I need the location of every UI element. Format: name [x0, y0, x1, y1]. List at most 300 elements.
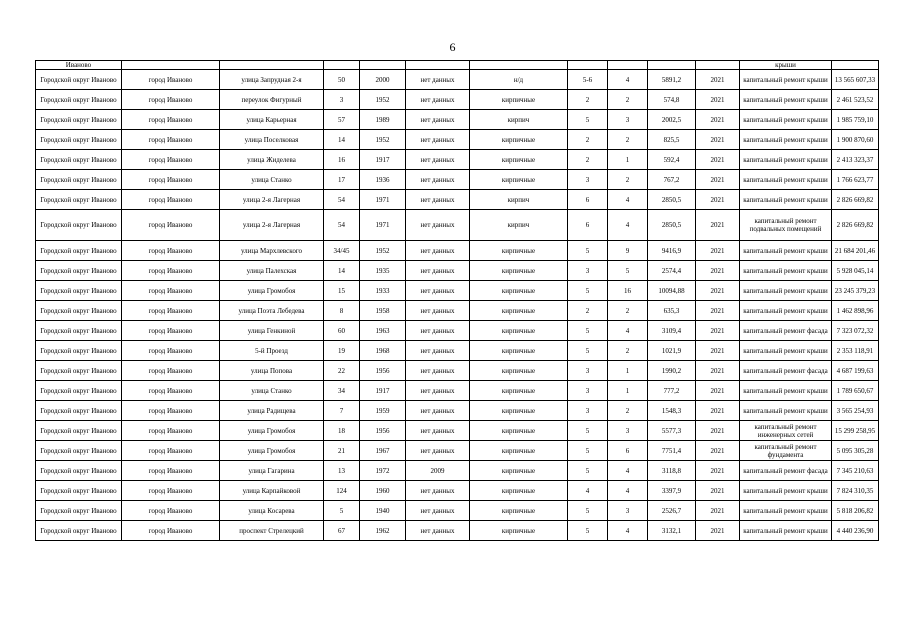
cell-plan-year: 2021	[696, 321, 740, 341]
cell-year-renovated: нет данных	[406, 261, 470, 281]
cell-empty	[832, 61, 879, 70]
cell-cost: 1 985 759,10	[832, 110, 879, 130]
table-row	[36, 70, 879, 90]
cell-area: 1021,9	[648, 341, 696, 361]
cell-work-type: капитальный ремонт инженерных сетей	[740, 421, 832, 441]
cell-street: улица Поэта Лебедева	[220, 301, 324, 321]
cell-cost: 2 826 669,82	[832, 210, 879, 241]
cell-entrances: 4	[608, 321, 648, 341]
cell-entrances: 4	[608, 190, 648, 210]
cell-work-type: капитальный ремонт крыши	[740, 90, 832, 110]
cell-empty	[122, 61, 220, 70]
cell-house-number: 21	[324, 441, 360, 461]
cell-entrances: 3	[608, 501, 648, 521]
cell-district: Городской округ Иваново	[36, 130, 122, 150]
cell-entrances: 4	[608, 521, 648, 541]
cell-floors: 5	[568, 421, 608, 441]
cell-cost: 1 900 870,60	[832, 130, 879, 150]
cell-district: Городской округ Иваново	[36, 190, 122, 210]
cell-house-number: 5	[324, 501, 360, 521]
table-row	[36, 210, 879, 241]
cell-entrances: 1	[608, 150, 648, 170]
cell-year-built: 1940	[360, 501, 406, 521]
table-row	[36, 261, 879, 281]
cell-work-type: капитальный ремонт фасада	[740, 361, 832, 381]
cell-year-built: 1989	[360, 110, 406, 130]
cell-house-number: 16	[324, 150, 360, 170]
cell-locality: город Иваново	[122, 301, 220, 321]
cell-work-type: капитальный ремонт крыши	[740, 301, 832, 321]
cell-area: 592,4	[648, 150, 696, 170]
cell-year-renovated: нет данных	[406, 90, 470, 110]
cell-house-number: 60	[324, 321, 360, 341]
cell-locality: город Иваново	[122, 70, 220, 90]
cell-house-number: 3	[324, 90, 360, 110]
cell-entrances: 5	[608, 261, 648, 281]
cell-area: 574,8	[648, 90, 696, 110]
cell-work-type: капитальный ремонт крыши	[740, 150, 832, 170]
cell-street: улица Станко	[220, 381, 324, 401]
table-row	[36, 110, 879, 130]
cell-floors: 5	[568, 281, 608, 301]
cell-empty	[470, 61, 568, 70]
cell-plan-year: 2021	[696, 190, 740, 210]
cell-district: Городской округ Иваново	[36, 481, 122, 501]
cell-entrances: 2	[608, 130, 648, 150]
cell-year-renovated: нет данных	[406, 521, 470, 541]
cell-house-number: 19	[324, 341, 360, 361]
cell-floors: 5	[568, 521, 608, 541]
cell-street: улица Запрудная 2-я	[220, 70, 324, 90]
cell-work-type: капитальный ремонт крыши	[740, 130, 832, 150]
cell-floors: 3	[568, 381, 608, 401]
cell-cost: 1 462 898,96	[832, 301, 879, 321]
cell-plan-year: 2021	[696, 481, 740, 501]
housing-repair-table	[35, 60, 879, 541]
cell-work-type: капитальный ремонт крыши	[740, 241, 832, 261]
cell-house-number: 17	[324, 170, 360, 190]
cell-empty	[608, 61, 648, 70]
cell-cost: 4 687 199,63	[832, 361, 879, 381]
cell-district: Городской округ Иваново	[36, 70, 122, 90]
cell-cost: 21 684 201,46	[832, 241, 879, 261]
cell-street: улица 2-я Лагерная	[220, 190, 324, 210]
cell-year-renovated: нет данных	[406, 321, 470, 341]
cell-plan-year: 2021	[696, 170, 740, 190]
cell-house-number: 14	[324, 130, 360, 150]
cell-locality: город Иваново	[122, 481, 220, 501]
cell-house-number: 13	[324, 461, 360, 481]
cell-wall-material: кирпичные	[470, 501, 568, 521]
cell-house-number: 14	[324, 261, 360, 281]
cell-year-renovated: нет данных	[406, 210, 470, 241]
page-number: 6	[449, 40, 456, 54]
cell-district: Городской округ Иваново	[36, 461, 122, 481]
cell-entrances: 2	[608, 341, 648, 361]
cell-wall-material: кирпичные	[470, 341, 568, 361]
cell-area: 2574,4	[648, 261, 696, 281]
cell-year-built: 1968	[360, 341, 406, 361]
cell-year-renovated: нет данных	[406, 130, 470, 150]
cell-house-number: 8	[324, 301, 360, 321]
cell-district: Иваново	[36, 61, 122, 70]
table-row	[36, 90, 879, 110]
cell-cost: 5 818 206,82	[832, 501, 879, 521]
cell-district: Городской округ Иваново	[36, 170, 122, 190]
cell-cost: 1 789 650,67	[832, 381, 879, 401]
cell-year-renovated: нет данных	[406, 70, 470, 90]
cell-cost: 7 824 310,35	[832, 481, 879, 501]
cell-cost: 15 299 258,95	[832, 421, 879, 441]
cell-year-renovated: нет данных	[406, 361, 470, 381]
cell-wall-material: кирпичные	[470, 441, 568, 461]
cell-plan-year: 2021	[696, 150, 740, 170]
cell-floors: 2	[568, 130, 608, 150]
cell-year-renovated: нет данных	[406, 441, 470, 461]
cell-house-number: 67	[324, 521, 360, 541]
cell-street: улица Радищева	[220, 401, 324, 421]
cell-wall-material: кирпичные	[470, 241, 568, 261]
cell-year-built: 1960	[360, 481, 406, 501]
cell-year-renovated: нет данных	[406, 401, 470, 421]
cell-plan-year: 2021	[696, 210, 740, 241]
cell-plan-year: 2021	[696, 521, 740, 541]
cell-entrances: 2	[608, 170, 648, 190]
cell-locality: город Иваново	[122, 501, 220, 521]
cell-street: улица Станко	[220, 170, 324, 190]
cell-year-built: 1936	[360, 170, 406, 190]
cell-street: улица Гагарина	[220, 461, 324, 481]
cell-cost: 4 440 236,90	[832, 521, 879, 541]
cell-district: Городской округ Иваново	[36, 110, 122, 130]
table-row	[36, 150, 879, 170]
table-row-continued	[36, 61, 879, 70]
cell-floors: 5	[568, 341, 608, 361]
cell-wall-material: кирпичные	[470, 261, 568, 281]
cell-cost: 2 461 523,52	[832, 90, 879, 110]
cell-floors: 5	[568, 461, 608, 481]
cell-district: Городской округ Иваново	[36, 381, 122, 401]
cell-cost: 2 353 118,91	[832, 341, 879, 361]
cell-floors: 5	[568, 241, 608, 261]
cell-empty	[568, 61, 608, 70]
cell-floors: 4	[568, 481, 608, 501]
cell-district: Городской округ Иваново	[36, 361, 122, 381]
cell-year-renovated: нет данных	[406, 421, 470, 441]
cell-cost: 7 323 072,32	[832, 321, 879, 341]
cell-cost: 5 928 045,14	[832, 261, 879, 281]
cell-entrances: 3	[608, 421, 648, 441]
cell-plan-year: 2021	[696, 461, 740, 481]
cell-district: Городской округ Иваново	[36, 341, 122, 361]
cell-street: улица Громобоя	[220, 441, 324, 461]
cell-cost: 23 245 379,23	[832, 281, 879, 301]
cell-floors: 5	[568, 501, 608, 521]
cell-street: переулок Фигурный	[220, 90, 324, 110]
cell-area: 5891,2	[648, 70, 696, 90]
cell-locality: город Иваново	[122, 361, 220, 381]
cell-year-built: 1952	[360, 90, 406, 110]
table-row	[36, 481, 879, 501]
cell-floors: 3	[568, 170, 608, 190]
cell-wall-material: н/д	[470, 70, 568, 90]
cell-entrances: 4	[608, 481, 648, 501]
cell-plan-year: 2021	[696, 261, 740, 281]
cell-plan-year: 2021	[696, 381, 740, 401]
cell-floors: 3	[568, 261, 608, 281]
cell-year-built: 1972	[360, 461, 406, 481]
cell-house-number: 18	[324, 421, 360, 441]
cell-area: 767,2	[648, 170, 696, 190]
cell-locality: город Иваново	[122, 421, 220, 441]
cell-street: улица Генкиной	[220, 321, 324, 341]
cell-plan-year: 2021	[696, 90, 740, 110]
cell-locality: город Иваново	[122, 521, 220, 541]
cell-year-built: 1917	[360, 150, 406, 170]
cell-area: 2850,5	[648, 210, 696, 241]
cell-cost: 7 345 210,63	[832, 461, 879, 481]
cell-year-renovated: нет данных	[406, 170, 470, 190]
cell-floors: 6	[568, 190, 608, 210]
cell-wall-material: кирпичные	[470, 481, 568, 501]
cell-locality: город Иваново	[122, 210, 220, 241]
cell-year-renovated: нет данных	[406, 501, 470, 521]
cell-district: Городской округ Иваново	[36, 421, 122, 441]
cell-wall-material: кирпичные	[470, 130, 568, 150]
cell-floors: 5	[568, 321, 608, 341]
cell-entrances: 2	[608, 301, 648, 321]
cell-empty	[696, 61, 740, 70]
cell-house-number: 34	[324, 381, 360, 401]
cell-work-type: капитальный ремонт крыши	[740, 501, 832, 521]
cell-year-built: 1956	[360, 421, 406, 441]
cell-entrances: 4	[608, 461, 648, 481]
cell-year-renovated: нет данных	[406, 301, 470, 321]
cell-street: улица Карпайковой	[220, 481, 324, 501]
cell-entrances: 2	[608, 401, 648, 421]
cell-year-built: 2000	[360, 70, 406, 90]
cell-cost: 2 826 669,82	[832, 190, 879, 210]
cell-work-type: капитальный ремонт фасада	[740, 461, 832, 481]
cell-plan-year: 2021	[696, 341, 740, 361]
cell-cost: 3 565 254,93	[832, 401, 879, 421]
cell-street: улица Мархлевского	[220, 241, 324, 261]
cell-house-number: 54	[324, 190, 360, 210]
cell-year-built: 1958	[360, 301, 406, 321]
table-row	[36, 401, 879, 421]
cell-wall-material: кирпичные	[470, 361, 568, 381]
table-row	[36, 421, 879, 441]
cell-year-built: 1959	[360, 401, 406, 421]
cell-district: Городской округ Иваново	[36, 281, 122, 301]
table-row	[36, 241, 879, 261]
table-row	[36, 501, 879, 521]
cell-wall-material: кирпичные	[470, 381, 568, 401]
cell-work-type: капитальный ремонт фундамента	[740, 441, 832, 461]
cell-work-type: капитальный ремонт крыши	[740, 481, 832, 501]
cell-empty	[406, 61, 470, 70]
cell-entrances: 1	[608, 381, 648, 401]
cell-plan-year: 2021	[696, 301, 740, 321]
table-row	[36, 441, 879, 461]
cell-locality: город Иваново	[122, 110, 220, 130]
cell-floors: 2	[568, 150, 608, 170]
cell-wall-material: кирпичные	[470, 90, 568, 110]
cell-locality: город Иваново	[122, 341, 220, 361]
cell-area: 5577,3	[648, 421, 696, 441]
cell-street: 5-й Проезд	[220, 341, 324, 361]
cell-year-built: 1963	[360, 321, 406, 341]
cell-year-built: 1967	[360, 441, 406, 461]
cell-year-built: 1933	[360, 281, 406, 301]
cell-plan-year: 2021	[696, 130, 740, 150]
cell-locality: город Иваново	[122, 401, 220, 421]
table-row	[36, 190, 879, 210]
cell-work-type: капитальный ремонт крыши	[740, 341, 832, 361]
cell-wall-material: кирпичные	[470, 150, 568, 170]
cell-locality: город Иваново	[122, 441, 220, 461]
cell-work-type: капитальный ремонт крыши	[740, 261, 832, 281]
cell-locality: город Иваново	[122, 170, 220, 190]
cell-house-number: 22	[324, 361, 360, 381]
cell-area: 3109,4	[648, 321, 696, 341]
table-row	[36, 130, 879, 150]
cell-street: улица Палехская	[220, 261, 324, 281]
cell-year-renovated: нет данных	[406, 110, 470, 130]
cell-wall-material: кирпич	[470, 190, 568, 210]
table-row	[36, 341, 879, 361]
cell-plan-year: 2021	[696, 361, 740, 381]
cell-plan-year: 2021	[696, 401, 740, 421]
cell-work-type: капитальный ремонт крыши	[740, 401, 832, 421]
cell-work-type: капитальный ремонт крыши	[740, 521, 832, 541]
cell-area: 1990,2	[648, 361, 696, 381]
cell-district: Городской округ Иваново	[36, 441, 122, 461]
cell-district: Городской округ Иваново	[36, 401, 122, 421]
cell-house-number: 7	[324, 401, 360, 421]
cell-street: улица Поселковая	[220, 130, 324, 150]
cell-year-built: 1956	[360, 361, 406, 381]
cell-work-type: капитальный ремонт крыши	[740, 190, 832, 210]
cell-plan-year: 2021	[696, 421, 740, 441]
cell-district: Городской округ Иваново	[36, 210, 122, 241]
cell-year-renovated: нет данных	[406, 341, 470, 361]
cell-plan-year: 2021	[696, 501, 740, 521]
cell-area: 2850,5	[648, 190, 696, 210]
cell-locality: город Иваново	[122, 321, 220, 341]
cell-area: 2526,7	[648, 501, 696, 521]
cell-street: улица Жиделева	[220, 150, 324, 170]
cell-wall-material: кирпичные	[470, 521, 568, 541]
cell-street: улица Карьерная	[220, 110, 324, 130]
cell-locality: город Иваново	[122, 381, 220, 401]
cell-entrances: 4	[608, 70, 648, 90]
cell-year-renovated: нет данных	[406, 241, 470, 261]
cell-wall-material: кирпичные	[470, 461, 568, 481]
cell-district: Городской округ Иваново	[36, 321, 122, 341]
cell-year-built: 1935	[360, 261, 406, 281]
cell-floors: 5	[568, 441, 608, 461]
cell-area: 9416,9	[648, 241, 696, 261]
cell-street: улица Косарева	[220, 501, 324, 521]
cell-cost: 13 565 607,33	[832, 70, 879, 90]
cell-entrances: 9	[608, 241, 648, 261]
cell-district: Городской округ Иваново	[36, 150, 122, 170]
cell-year-built: 1952	[360, 241, 406, 261]
cell-year-renovated: нет данных	[406, 190, 470, 210]
cell-work-type: капитальный ремонт фасада	[740, 321, 832, 341]
cell-area: 3118,8	[648, 461, 696, 481]
cell-work-type: капитальный ремонт крыши	[740, 381, 832, 401]
cell-locality: город Иваново	[122, 150, 220, 170]
table-row	[36, 361, 879, 381]
cell-year-renovated: нет данных	[406, 150, 470, 170]
cell-empty	[360, 61, 406, 70]
cell-year-built: 1952	[360, 130, 406, 150]
cell-area: 635,3	[648, 301, 696, 321]
cell-floors: 5	[568, 110, 608, 130]
cell-cost: 5 095 305,28	[832, 441, 879, 461]
table-row	[36, 170, 879, 190]
cell-plan-year: 2021	[696, 441, 740, 461]
cell-year-built: 1971	[360, 210, 406, 241]
cell-plan-year: 2021	[696, 241, 740, 261]
cell-locality: город Иваново	[122, 261, 220, 281]
cell-house-number: 15	[324, 281, 360, 301]
cell-house-number: 57	[324, 110, 360, 130]
cell-work-type: капитальный ремонт подвальных помещений	[740, 210, 832, 241]
cell-wall-material: кирпич	[470, 210, 568, 241]
cell-work-type: капитальный ремонт крыши	[740, 70, 832, 90]
cell-district: Городской округ Иваново	[36, 241, 122, 261]
cell-year-renovated: нет данных	[406, 281, 470, 301]
cell-cost: 1 766 623,77	[832, 170, 879, 190]
cell-house-number: 50	[324, 70, 360, 90]
cell-locality: город Иваново	[122, 90, 220, 110]
cell-year-built: 1917	[360, 381, 406, 401]
cell-year-built: 1971	[360, 190, 406, 210]
cell-empty	[324, 61, 360, 70]
cell-area: 2002,5	[648, 110, 696, 130]
cell-work-type: капитальный ремонт крыши	[740, 281, 832, 301]
cell-entrances: 6	[608, 441, 648, 461]
cell-entrances: 16	[608, 281, 648, 301]
cell-area: 7751,4	[648, 441, 696, 461]
cell-wall-material: кирпич	[470, 110, 568, 130]
cell-wall-material: кирпичные	[470, 170, 568, 190]
cell-work-type: крыши	[740, 61, 832, 70]
cell-plan-year: 2021	[696, 281, 740, 301]
cell-empty	[648, 61, 696, 70]
cell-area: 777,2	[648, 381, 696, 401]
cell-locality: город Иваново	[122, 190, 220, 210]
cell-work-type: капитальный ремонт крыши	[740, 170, 832, 190]
cell-area: 10094,88	[648, 281, 696, 301]
cell-house-number: 124	[324, 481, 360, 501]
table-row	[36, 301, 879, 321]
cell-locality: город Иваново	[122, 281, 220, 301]
table-row	[36, 281, 879, 301]
cell-wall-material: кирпичные	[470, 401, 568, 421]
cell-wall-material: кирпичные	[470, 321, 568, 341]
cell-street: улица 2-я Лагерная	[220, 210, 324, 241]
cell-street: улица Попова	[220, 361, 324, 381]
cell-plan-year: 2021	[696, 70, 740, 90]
cell-floors: 2	[568, 90, 608, 110]
cell-area: 825,5	[648, 130, 696, 150]
cell-street: проспект Стрелецкий	[220, 521, 324, 541]
cell-entrances: 1	[608, 361, 648, 381]
